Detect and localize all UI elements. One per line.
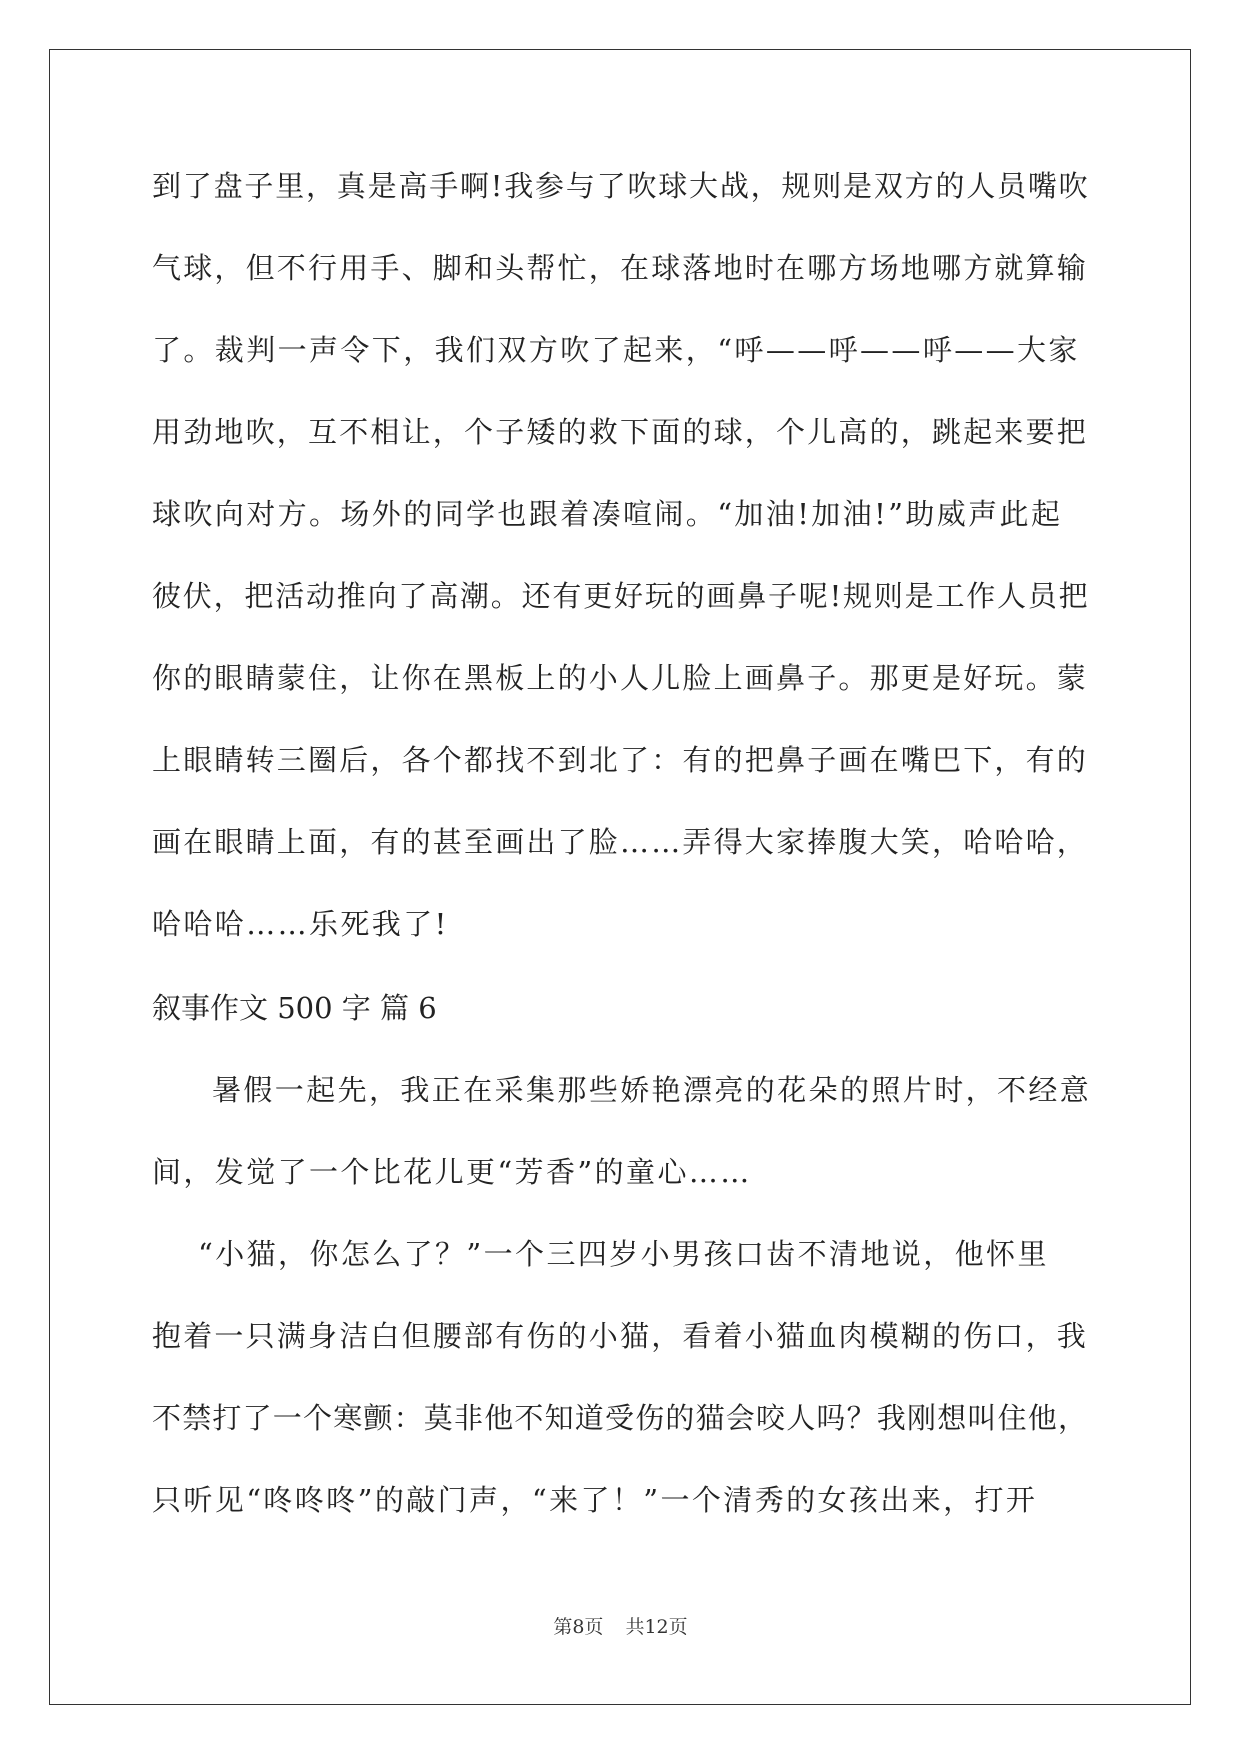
- text-line: “小猫，你怎么了？”一个三四岁小男孩口齿不清地说，他怀里: [198, 1237, 1049, 1271]
- text-line: 抱着一只满身洁白但腰部有伤的小猫，看着小猫血肉模糊的伤口，我: [152, 1319, 1089, 1353]
- text-line: 气球，但不行用手、脚和头帮忙，在球落地时在哪方场地哪方就算输: [152, 251, 1089, 285]
- section-heading: 叙事作文 500 字 篇 6: [152, 991, 437, 1025]
- text-line: 彼伏，把活动推向了高潮。还有更好玩的画鼻子呢!规则是工作人员把: [152, 579, 1090, 613]
- page-border: [49, 49, 1191, 1705]
- text-line: 暑假一起先，我正在采集那些娇艳漂亮的花朵的照片时，不经意: [212, 1073, 1092, 1107]
- text-line: 画在眼睛上面，有的甚至画出了脸……弄得大家捧腹大笑，哈哈哈，: [152, 825, 1089, 859]
- text-line: 哈哈哈……乐死我了!: [152, 907, 449, 941]
- page-number: 第8页: [553, 1616, 604, 1638]
- text-line: 间，发觉了一个比花儿更“芳香”的童心……: [152, 1155, 752, 1189]
- text-line: 到了盘子里，真是高手啊!我参与了吹球大战，规则是双方的人员嘴吹: [152, 169, 1090, 203]
- text-line: 上眼睛转三圈后，各个都找不到北了：有的把鼻子画在嘴巴下，有的: [152, 743, 1089, 777]
- text-line: 球吹向对方。场外的同学也跟着凑喧闹。“加油!加油!”助威声此起: [152, 497, 1063, 531]
- text-line: 你的眼睛蒙住，让你在黑板上的小人儿脸上画鼻子。那更是好玩。蒙: [152, 661, 1089, 695]
- text-line: 不禁打了一个寒颤：莫非他不知道受伤的猫会咬人吗？我刚想叫住他，: [152, 1401, 1089, 1435]
- text-line: 只听见“咚咚咚”的敲门声，“来了！”一个清秀的女孩出来，打开: [152, 1483, 1038, 1517]
- text-line: 用劲地吹，互不相让，个子矮的救下面的球，个儿高的，跳起来要把: [152, 415, 1089, 449]
- page-footer: [0, 1612, 1241, 1639]
- page-total: 共12页: [625, 1616, 688, 1638]
- text-line: 了。裁判一声令下，我们双方吹了起来，“呼——呼——呼——大家: [152, 333, 1080, 367]
